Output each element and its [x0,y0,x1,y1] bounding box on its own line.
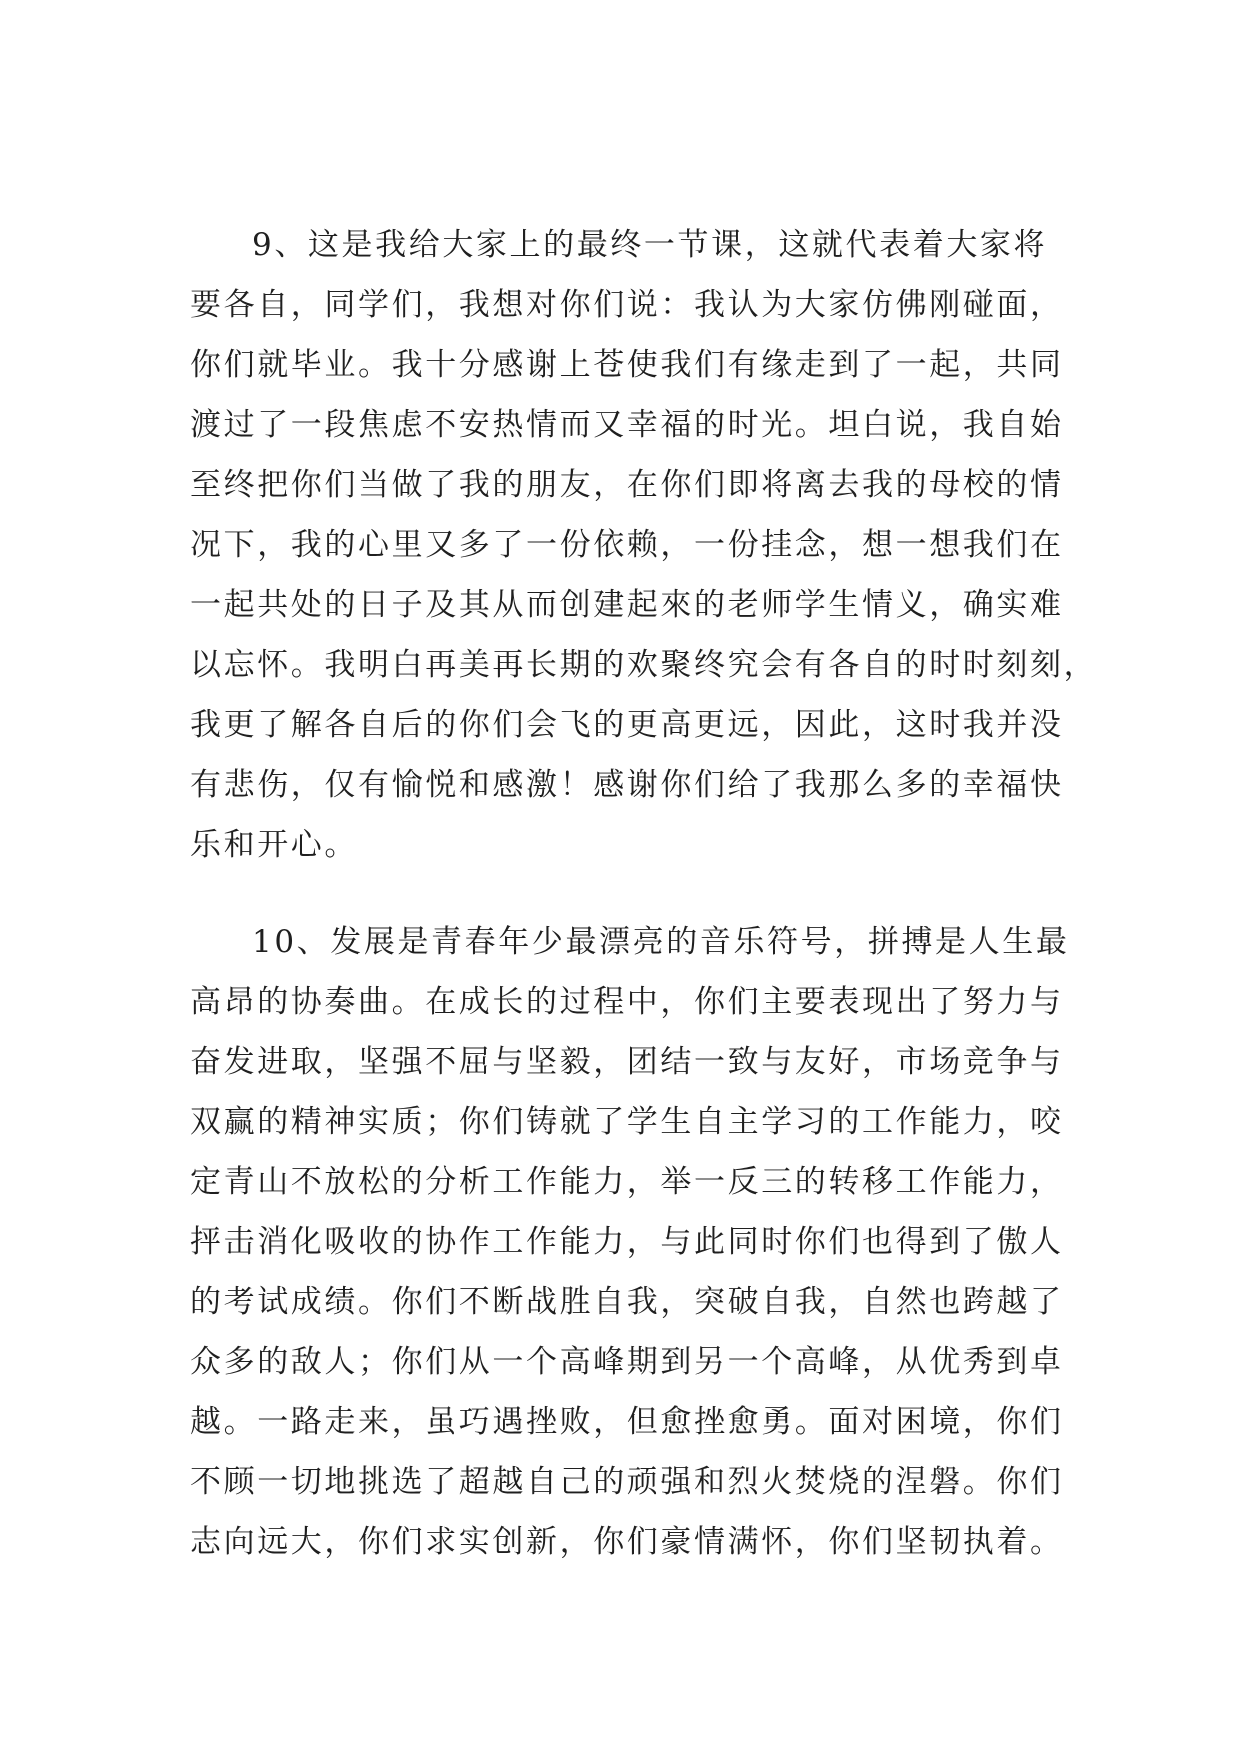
paragraph-9 [190,215,1098,875]
paragraph-10 [190,912,1075,1572]
paragraph-line: 乐和开心。 [190,827,358,863]
paragraph-line: 9、这是我给大家上的最终一节课，这就代表着大家将 [252,227,1048,263]
paragraph-line: 奋发进取，坚强不屈与坚毅，团结一致与友好，市场竞争与 [190,1044,1064,1080]
paragraph-line: 渡过了一段焦虑不安热情而又幸福的时光。坦白说，我自始 [190,407,1064,443]
paragraph-line: 不顾一切地挑选了超越自己的顽强和烈火焚烧的涅磐。你们 [190,1464,1064,1500]
paragraph-line: 高昂的协奏曲。在成长的过程中，你们主要表现出了努力与 [190,984,1064,1020]
paragraph-line: 双赢的精神实质；你们铸就了学生自主学习的工作能力，咬 [190,1104,1064,1140]
paragraph-line: 我更了解各自后的你们会飞的更高更远，因此，这时我并没 [190,707,1064,743]
paragraph-line: 以忘怀。我明白再美再长期的欢聚终究会有各自的时时刻刻， [190,647,1098,683]
paragraph-line: 越。一路走来，虽巧遇挫败，但愈挫愈勇。面对困境，你们 [190,1404,1064,1440]
paragraph-line: 有悲伤，仅有愉悦和感激！感谢你们给了我那么多的幸福快 [190,767,1064,803]
paragraph-line: 10、发展是青春年少最漂亮的音乐符号，拼搏是人生最 [252,924,1070,960]
paragraph-line: 定青山不放松的分析工作能力，举一反三的转移工作能力， [190,1164,1064,1200]
paragraph-line: 众多的敌人；你们从一个高峰期到另一个高峰，从优秀到卓 [190,1344,1064,1380]
paragraph-line: 况下，我的心里又多了一份依赖，一份挂念，想一想我们在 [190,527,1064,563]
paragraph-line: 的考试成绩。你们不断战胜自我，突破自我，自然也跨越了 [190,1284,1064,1320]
paragraph-line: 一起共处的日子及其从而创建起來的老师学生情义，确实难 [190,587,1064,623]
paragraph-line: 抨击消化吸收的协作工作能力，与此同时你们也得到了傲人 [190,1224,1064,1260]
paragraph-line: 志向远大，你们求实创新，你们豪情满怀，你们坚韧执着。 [190,1524,1064,1560]
paragraph-line: 至终把你们当做了我的朋友，在你们即将离去我的母校的情 [190,467,1064,503]
paragraph-line: 你们就毕业。我十分感谢上苍使我们有缘走到了一起，共同 [190,347,1064,383]
paragraph-line: 要各自，同学们，我想对你们说：我认为大家仿佛刚碰面， [190,287,1064,323]
